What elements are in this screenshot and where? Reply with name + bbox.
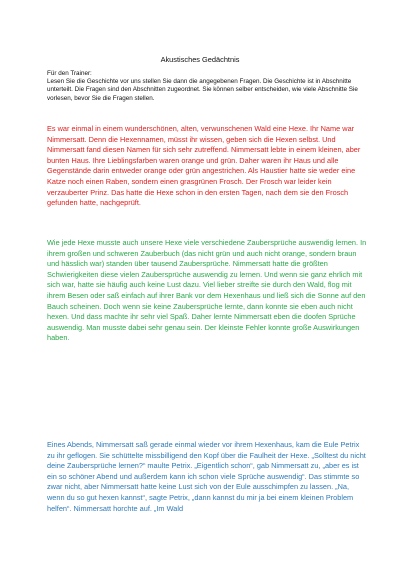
trainer-heading: Für den Trainer:	[47, 70, 92, 77]
story-paragraph-2	[47, 238, 367, 344]
paragraph-text: Es war einmal in einem wunderschönen, alten, verwunschenen Wald eine Hexe. Ihr Name war Nimmersatt. Denn die Hexennamen, müsst ihr wissen, geben sich die Hexen selbst. Und Nimmersatt fand diesen Namen für sich sehr zutreffend. Nimmersatt lebte in einem kleinen, aber bunten Haus. Ihre Lieblingsfarben waren orange und grün. Daher waren ihr Haus und alle Gegenstände darin entweder orange oder grün angestrichen. Als Haustier hatte sie weder eine Katze noch einen Raben, sondern einen grasgrünen Frosch. Der Frosch war leider kein verzauberter Prinz. Das hatte die Hexe schon in den ersten Tagen, nach dem sie den Frosch gefunden hatte, nachgeprüft.	[47, 124, 361, 208]
paragraph-text: Eines Abends, Nimmersatt saß gerade einmal wieder vor ihrem Hexenhaus, kam die Eule Petrix zu ihr geflogen. Sie schüttelte missbilligend den Kopf über die Faulheit der Hexe. „Solltest du nicht deine Zaubersprüche lernen?“ maulte Petrix. „Eigentlich schon“, gab Nimmersatt zu, „aber es ist ein so schöner Abend und außerdem kann ich schon viele Sprüche auswendig“. Das stimmte so zwar nicht, aber Nimmersatt hatte keine Lust sich von der Eule ausschimpfen zu lassen. „Na, wenn du so gut hexen kannst“, sagte Petrix, „dann kannst du mir ja bei einem kleinen Problem helfen“. Nimmersatt horchte auf. „Im Wald	[47, 440, 366, 513]
document-title: Akustisches Gedächtnis	[160, 55, 240, 64]
trainer-instructions	[47, 70, 367, 103]
story-paragraph-1	[47, 124, 367, 209]
paragraph-text: Wie jede Hexe musste auch unsere Hexe viele verschiedene Zaubersprüche auswendig lernen. In ihrem großen und schweren Zauberbuch (das nicht grün und auch nicht orange, sondern braun und hässlich war) standen über tausend Zaubersprüche. Nimmersatt hatte die größten Schwierigkeiten diese vielen Zaubersprüche auswendig zu lernen. Und wenn sie ganz ehrlich mit sich war, hatte sie häufig auch keine Lust dazu. Viel lieber streifte sie durch den Wald, flog mit ihrem Besen oder saß einfach auf ihrer Bank vor dem Hexenhaus und ließ sich die Sonne auf den Bauch scheinen. Doch wenn sie keine Zaubersprüche lernte, dann konnte sie eben auch nicht hexen. Und dass machte ihr sehr viel Spaß. Daher lernte Nimmersatt eben die doofen Sprüche auswendig. Man musste dabei sehr genau sein. Der kleinste Fehler konnte große Auswirkungen haben.	[47, 238, 367, 343]
trainer-text: Lesen Sie die Geschichte vor uns stellen Sie dann die angegebenen Fragen. Die Geschichte ist in Abschnitte unterteilt. Die Fragen sind den Abschnitten zugeordnet. Sie können selber entscheiden, wie viele Abschnitte Sie vorlesen, bevor Sie die Fragen stellen.	[47, 78, 358, 102]
story-paragraph-3	[47, 440, 367, 514]
